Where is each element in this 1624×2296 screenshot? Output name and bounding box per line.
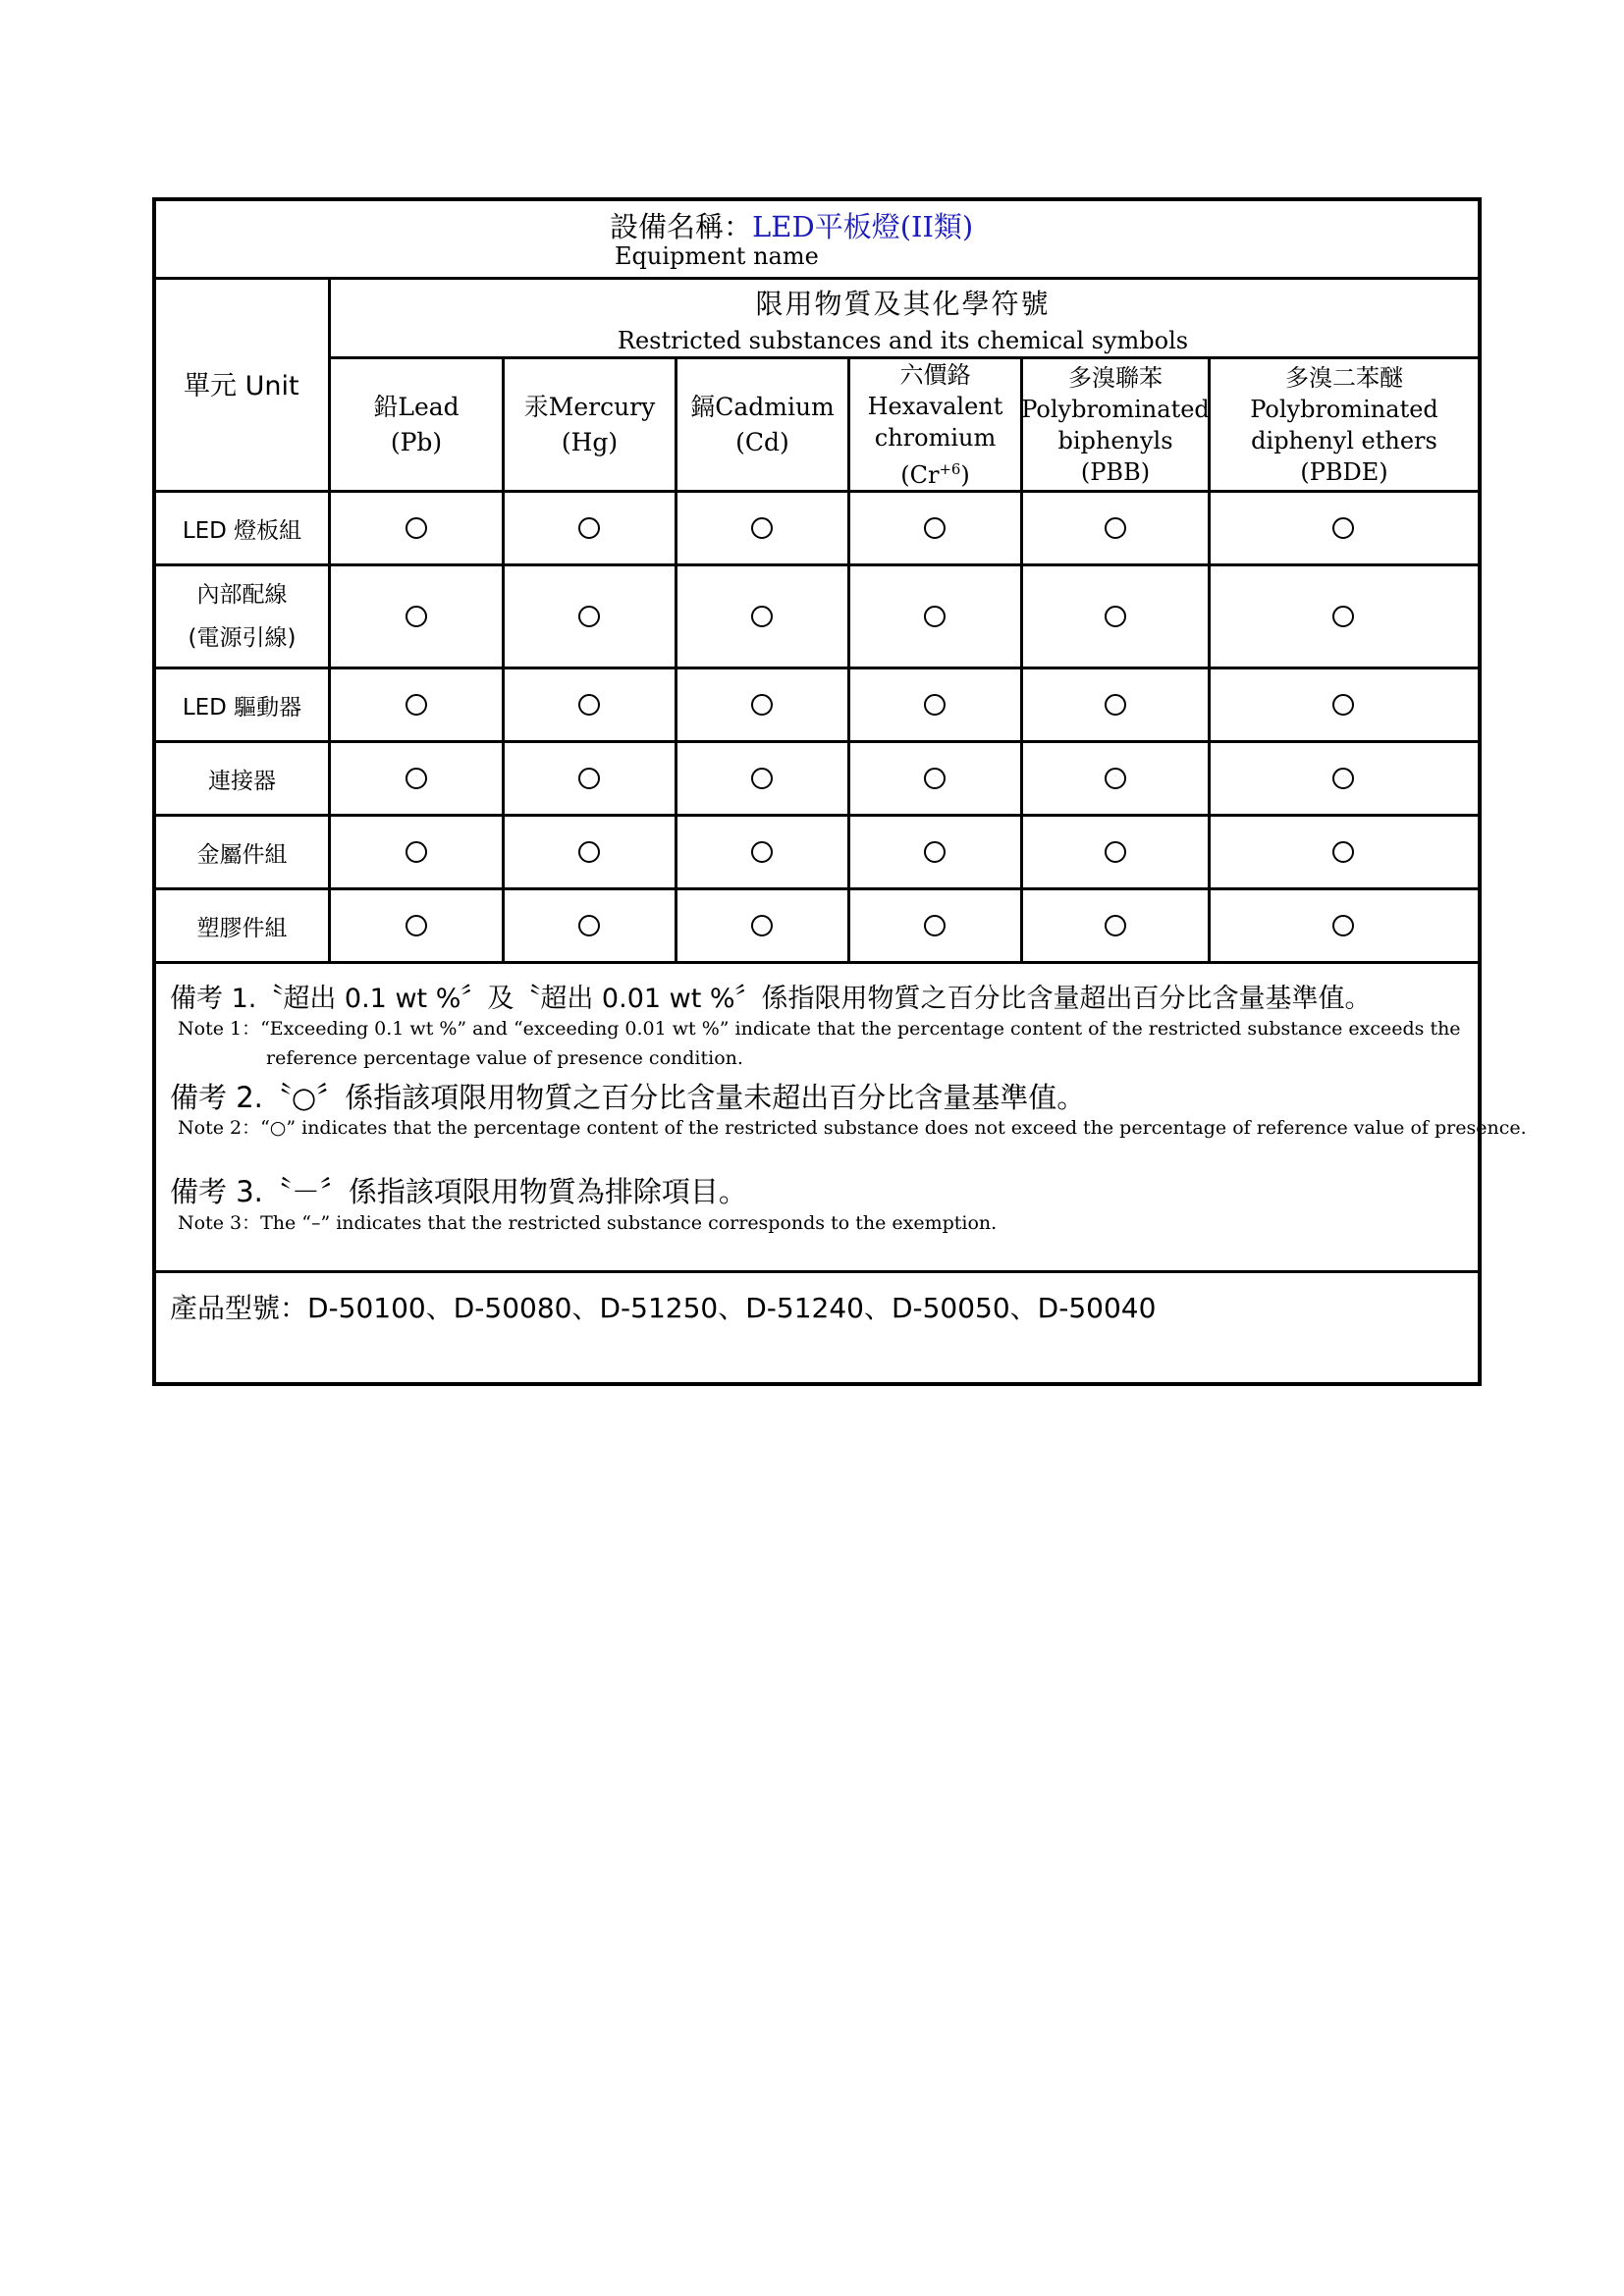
row-label-plastic-parts: 塑膠件組 bbox=[196, 915, 288, 941]
pbde-name-en-1: Polybrominated bbox=[1250, 395, 1438, 423]
rule-row-3 bbox=[156, 740, 1478, 743]
equipment-name-label-en: Equipment name bbox=[615, 242, 819, 270]
mark-circle bbox=[406, 517, 427, 539]
column-header-hexavalent-chromium bbox=[850, 359, 1020, 490]
equipment-name-value: LED平板燈(II類) bbox=[752, 210, 974, 243]
row-label-led-board: LED 燈板組 bbox=[182, 517, 302, 544]
rohs-declaration-table bbox=[152, 197, 1527, 1386]
cadmium-symbol: (Cd) bbox=[735, 427, 789, 456]
mark-circle bbox=[751, 768, 773, 789]
note-1-en-line-1: Note 1：“Exceeding 0.1 wt %” and “exceeding 0.01 wt %” indicate that the percentage content of the restricted substance exceeds the bbox=[178, 1018, 1461, 1040]
pbb-name-zh: 多溴聯苯 bbox=[1068, 363, 1163, 392]
mark-circle bbox=[406, 841, 427, 863]
rule-under-table bbox=[156, 961, 1478, 964]
mark-circle bbox=[1105, 517, 1126, 539]
lead-name: 鉛Lead bbox=[373, 392, 460, 421]
mark-circle bbox=[578, 606, 600, 627]
mark-circle bbox=[1105, 768, 1126, 789]
mark-circle bbox=[1105, 694, 1126, 716]
note-2-en: Note 2：“○” indicates that the percentage content of the restricted substance does not exceed the percentage of reference value of presence. bbox=[178, 1117, 1527, 1139]
mark-circle bbox=[1105, 841, 1126, 863]
chromium-name-en-2: chromium bbox=[874, 423, 997, 452]
chromium-name-en-1: Hexavalent bbox=[867, 392, 1003, 420]
mark-circle bbox=[406, 768, 427, 789]
chromium-symbol: $(Cr^{+6})$ bbox=[900, 459, 970, 489]
note-3-en: Note 3：The “–” indicates that the restricted substance corresponds to the exemption. bbox=[178, 1212, 998, 1234]
mark-circle bbox=[924, 915, 946, 936]
mark-circle bbox=[406, 694, 427, 716]
mark-circle bbox=[1105, 606, 1126, 627]
mark-circle bbox=[751, 517, 773, 539]
column-header-pbb bbox=[1023, 359, 1208, 490]
pbde-name-en-2: diphenyl ethers bbox=[1251, 426, 1437, 454]
note-2-zh: 備考 2.〝○〞係指該項限用物質之百分比含量未超出百分比含量基準值。 bbox=[170, 1081, 1086, 1114]
mark-circle bbox=[924, 768, 946, 789]
pbb-name-en-1: Polybrominated bbox=[1021, 395, 1210, 423]
mark-circle bbox=[406, 915, 427, 936]
mark-circle bbox=[578, 694, 600, 716]
mark-circle bbox=[751, 841, 773, 863]
mark-circle bbox=[1332, 694, 1354, 716]
mark-circle bbox=[924, 841, 946, 863]
rule-above-models bbox=[156, 1270, 1478, 1273]
lead-symbol: (Pb) bbox=[390, 427, 443, 456]
rule-row-2 bbox=[156, 667, 1478, 669]
mark-circle bbox=[1332, 606, 1354, 627]
chromium-name-zh: 六價鉻 bbox=[899, 360, 971, 389]
mark-circle bbox=[751, 606, 773, 627]
pbb-symbol: (PBB) bbox=[1080, 457, 1151, 486]
column-header-pbde bbox=[1211, 359, 1478, 490]
unit-header: 單元 Unit bbox=[184, 371, 299, 401]
rule-row-4 bbox=[156, 814, 1478, 817]
restricted-substances-zh: 限用物質及其化學符號 bbox=[755, 288, 1051, 320]
column-header-cadmium bbox=[677, 359, 847, 490]
column-header-mercury bbox=[505, 359, 675, 490]
mark-circle bbox=[1332, 768, 1354, 789]
rule-row-5 bbox=[156, 887, 1478, 890]
product-models: 產品型號：D-50100、D-50080、D-51250、D-51240、D-50050、D-50040 bbox=[170, 1292, 1157, 1324]
pbde-name-zh: 多溴二苯醚 bbox=[1285, 363, 1403, 392]
note-1-zh: 備考 1.〝超出 0.1 wt %〞及〝超出 0.01 wt %〞係指限用物質之百分比含量超出百分比含量基準值。 bbox=[170, 984, 1372, 1014]
row-label-metal-parts: 金屬件組 bbox=[196, 841, 288, 868]
equipment-name-title bbox=[610, 210, 974, 243]
mark-circle bbox=[406, 606, 427, 627]
row-label-internal-wiring: 內部配線 (電源引線) bbox=[188, 582, 297, 651]
mark-circle bbox=[1105, 915, 1126, 936]
note-1-en-line-2: reference percentage value of presence condition. bbox=[266, 1047, 743, 1069]
mercury-name: 汞Mercury bbox=[523, 392, 656, 421]
pbde-symbol: (PBDE) bbox=[1300, 457, 1388, 486]
rule-under-header bbox=[156, 490, 1478, 493]
mark-circle bbox=[924, 694, 946, 716]
mark-circle bbox=[924, 606, 946, 627]
pbb-name-en-2: biphenyls bbox=[1057, 426, 1173, 454]
rule-row-1 bbox=[156, 563, 1478, 566]
equipment-name-label: 設備名稱： bbox=[610, 210, 753, 243]
mark-circle bbox=[1332, 517, 1354, 539]
column-header-lead bbox=[331, 359, 502, 490]
rule-under-title bbox=[156, 277, 1478, 280]
mark-circle bbox=[578, 915, 600, 936]
mark-circle bbox=[1332, 915, 1354, 936]
cadmium-name: 鎘Cadmium bbox=[690, 392, 835, 421]
row-label-led-driver: LED 驅動器 bbox=[182, 694, 302, 721]
mercury-symbol: (Hg) bbox=[561, 427, 619, 456]
mark-circle bbox=[578, 517, 600, 539]
mark-circle bbox=[924, 517, 946, 539]
mark-circle bbox=[1332, 841, 1354, 863]
mark-circle bbox=[751, 915, 773, 936]
row-label-connector: 連接器 bbox=[208, 768, 276, 794]
mark-circle bbox=[578, 768, 600, 789]
restricted-substances-en: Restricted substances and its chemical symbols bbox=[617, 327, 1189, 354]
mark-circle bbox=[751, 694, 773, 716]
note-3-zh: 備考 3.〝－〞係指該項限用物質為排除項目。 bbox=[170, 1175, 747, 1208]
mark-circle bbox=[578, 841, 600, 863]
